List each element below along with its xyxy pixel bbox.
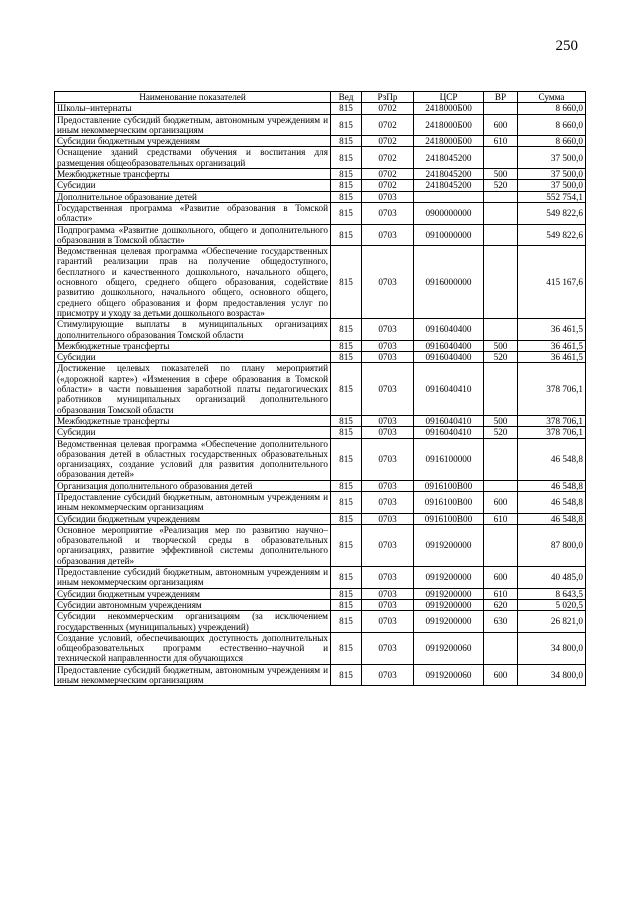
table-row xyxy=(55,202,586,224)
cell-name: Дополнительное образование детей xyxy=(55,191,331,202)
cell-csr: 0919200060 xyxy=(414,632,484,664)
cell-csr: 0910000000 xyxy=(414,224,484,246)
cell-name: Субсидии некоммерческим организациям (за исключением государственных (муниципальных) учреждений) xyxy=(55,611,331,633)
cell-rzpr: 0703 xyxy=(362,224,414,246)
budget-table xyxy=(54,91,586,686)
table-row xyxy=(55,224,586,246)
cell-ved: 815 xyxy=(331,319,362,341)
table-row xyxy=(55,169,586,180)
cell-rzpr: 0703 xyxy=(362,513,414,524)
cell-rzpr: 0703 xyxy=(362,491,414,513)
header-vr: ВР xyxy=(484,92,518,103)
cell-ved: 815 xyxy=(331,480,362,491)
cell-vr xyxy=(484,632,518,664)
cell-sum: 378 706,1 xyxy=(518,415,586,426)
cell-name: Межбюджетные трансферты xyxy=(55,340,331,351)
cell-csr: 2418045200 xyxy=(414,180,484,191)
cell-csr: 0916040410 xyxy=(414,415,484,426)
cell-rzpr: 0703 xyxy=(362,363,414,415)
table-row xyxy=(55,491,586,513)
cell-csr: 0916040400 xyxy=(414,352,484,363)
cell-vr xyxy=(484,524,518,566)
cell-ved: 815 xyxy=(331,136,362,147)
cell-ved: 815 xyxy=(331,427,362,438)
cell-ved: 815 xyxy=(331,438,362,480)
cell-sum: 8 660,0 xyxy=(518,103,586,114)
table-row xyxy=(55,191,586,202)
table-row xyxy=(55,588,586,599)
cell-rzpr: 0703 xyxy=(362,611,414,633)
table-row xyxy=(55,427,586,438)
cell-sum: 5 020,5 xyxy=(518,599,586,610)
cell-ved: 815 xyxy=(331,363,362,415)
cell-vr: 600 xyxy=(484,567,518,589)
cell-name: Организация дополнительного образования детей xyxy=(55,480,331,491)
cell-vr: 600 xyxy=(484,114,518,136)
cell-rzpr: 0702 xyxy=(362,180,414,191)
cell-vr xyxy=(484,480,518,491)
cell-vr: 630 xyxy=(484,611,518,633)
cell-vr xyxy=(484,224,518,246)
cell-rzpr: 0703 xyxy=(362,588,414,599)
cell-csr: 0919200000 xyxy=(414,588,484,599)
header-name: Наименование показателей xyxy=(55,92,331,103)
cell-rzpr: 0702 xyxy=(362,114,414,136)
cell-rzpr: 0703 xyxy=(362,319,414,341)
cell-vr: 500 xyxy=(484,340,518,351)
cell-name: Ведомственная целевая программа «Обеспечение дополнительного образования детей в областных государственных образовательных организациях, создание условий для развития дополнительного образования детей» xyxy=(55,438,331,480)
cell-vr: 620 xyxy=(484,599,518,610)
cell-vr xyxy=(484,202,518,224)
table-row xyxy=(55,246,586,319)
cell-csr: 0919200000 xyxy=(414,567,484,589)
cell-csr: 0916100000 xyxy=(414,438,484,480)
cell-rzpr: 0702 xyxy=(362,147,414,169)
cell-csr: 0916000000 xyxy=(414,246,484,319)
cell-sum: 46 548,8 xyxy=(518,480,586,491)
cell-rzpr: 0703 xyxy=(362,202,414,224)
cell-vr: 600 xyxy=(484,491,518,513)
table-row xyxy=(55,524,586,566)
cell-sum: 378 706,1 xyxy=(518,363,586,415)
cell-name: Субсидии бюджетным учреждениям xyxy=(55,136,331,147)
table-row xyxy=(55,480,586,491)
cell-csr: 0919200000 xyxy=(414,524,484,566)
cell-vr: 520 xyxy=(484,180,518,191)
cell-name: Создание условий, обеспечивающих доступность дополнительных общеобразовательных программ естественно–научной и технической направленности для обучающихся xyxy=(55,632,331,664)
cell-name: Субсидии бюджетным учреждениям xyxy=(55,588,331,599)
cell-csr: 0916100В00 xyxy=(414,480,484,491)
cell-ved: 815 xyxy=(331,246,362,319)
cell-name: Предоставление субсидий бюджетным, автономным учреждениям и иным некоммерческим организациям xyxy=(55,114,331,136)
cell-sum: 415 167,6 xyxy=(518,246,586,319)
cell-vr xyxy=(484,363,518,415)
page-number: 250 xyxy=(555,38,578,54)
cell-vr xyxy=(484,147,518,169)
cell-sum: 34 800,0 xyxy=(518,632,586,664)
cell-ved: 815 xyxy=(331,180,362,191)
table-row xyxy=(55,136,586,147)
cell-name: Достижение целевых показателей по плану мероприятий («дорожной карте») «Изменения в сфере образования в Томской области» в части повышения заработной платы педагогических работников муниципальных организаций дополнительного образования Томской области xyxy=(55,363,331,415)
cell-ved: 815 xyxy=(331,224,362,246)
table-row xyxy=(55,319,586,341)
header-ved: Вед xyxy=(331,92,362,103)
cell-name: Межбюджетные трансферты xyxy=(55,415,331,426)
cell-sum: 378 706,1 xyxy=(518,427,586,438)
cell-csr: 0916040400 xyxy=(414,340,484,351)
cell-sum: 549 822,6 xyxy=(518,202,586,224)
cell-sum: 46 548,8 xyxy=(518,513,586,524)
table-row xyxy=(55,632,586,664)
cell-sum: 40 485,0 xyxy=(518,567,586,589)
cell-sum: 34 800,0 xyxy=(518,664,586,686)
cell-csr: 0919200000 xyxy=(414,599,484,610)
cell-sum: 36 461,5 xyxy=(518,319,586,341)
cell-vr: 500 xyxy=(484,415,518,426)
cell-name: Подпрограмма «Развитие дошкольного, общего и дополнительного образования в Томской области» xyxy=(55,224,331,246)
cell-vr: 610 xyxy=(484,136,518,147)
table-row xyxy=(55,352,586,363)
cell-csr: 2418000Б00 xyxy=(414,103,484,114)
cell-rzpr: 0703 xyxy=(362,427,414,438)
cell-rzpr: 0702 xyxy=(362,169,414,180)
cell-name: Стимулирующие выплаты в муниципальных организациях дополнительного образования Томской области xyxy=(55,319,331,341)
table-row xyxy=(55,114,586,136)
table-row xyxy=(55,180,586,191)
cell-rzpr: 0703 xyxy=(362,664,414,686)
table-row xyxy=(55,415,586,426)
table-header-row xyxy=(55,92,586,103)
cell-csr: 0900000000 xyxy=(414,202,484,224)
cell-name: Оснащение зданий средствами обучения и воспитания для размещения общеобразовательных организаций xyxy=(55,147,331,169)
cell-ved: 815 xyxy=(331,632,362,664)
cell-name: Субсидии xyxy=(55,427,331,438)
cell-sum: 8 660,0 xyxy=(518,136,586,147)
cell-vr: 500 xyxy=(484,169,518,180)
cell-sum: 552 754,1 xyxy=(518,191,586,202)
cell-csr: 2418000Б00 xyxy=(414,136,484,147)
cell-ved: 815 xyxy=(331,567,362,589)
cell-csr: 0919200000 xyxy=(414,611,484,633)
cell-sum: 46 548,8 xyxy=(518,438,586,480)
cell-csr: 0919200060 xyxy=(414,664,484,686)
cell-csr: 0916040410 xyxy=(414,363,484,415)
header-rzpr: РзПр xyxy=(362,92,414,103)
cell-csr: 2418045200 xyxy=(414,147,484,169)
cell-vr: 520 xyxy=(484,427,518,438)
cell-name: Предоставление субсидий бюджетным, автономным учреждениям и иным некоммерческим организациям xyxy=(55,491,331,513)
cell-ved: 815 xyxy=(331,147,362,169)
cell-rzpr: 0703 xyxy=(362,567,414,589)
cell-ved: 815 xyxy=(331,599,362,610)
cell-csr: 2418000Б00 xyxy=(414,114,484,136)
cell-sum: 549 822,6 xyxy=(518,224,586,246)
cell-vr: 600 xyxy=(484,664,518,686)
cell-ved: 815 xyxy=(331,340,362,351)
cell-sum: 37 500,0 xyxy=(518,180,586,191)
table-row xyxy=(55,103,586,114)
cell-rzpr: 0703 xyxy=(362,632,414,664)
cell-ved: 815 xyxy=(331,202,362,224)
cell-sum: 36 461,5 xyxy=(518,352,586,363)
cell-csr: 0916040400 xyxy=(414,319,484,341)
cell-name: Школы–интернаты xyxy=(55,103,331,114)
cell-ved: 815 xyxy=(331,491,362,513)
cell-name: Государственная программа «Развитие образования в Томской области» xyxy=(55,202,331,224)
cell-name: Субсидии автономным учреждениям xyxy=(55,599,331,610)
cell-name: Предоставление субсидий бюджетным, автономным учреждениям и иным некоммерческим организациям xyxy=(55,664,331,686)
cell-vr: 610 xyxy=(484,513,518,524)
cell-vr: 610 xyxy=(484,588,518,599)
cell-name: Межбюджетные трансферты xyxy=(55,169,331,180)
cell-ved: 815 xyxy=(331,611,362,633)
table-row xyxy=(55,567,586,589)
cell-csr xyxy=(414,191,484,202)
cell-ved: 815 xyxy=(331,513,362,524)
header-csr: ЦСР xyxy=(414,92,484,103)
cell-rzpr: 0703 xyxy=(362,524,414,566)
table-row xyxy=(55,147,586,169)
cell-name: Основное мероприятие «Реализация мер по развитию научно–образовательной и творческой среды в образовательных организациях, развитие эффективной системы дополнительного образования детей» xyxy=(55,524,331,566)
cell-rzpr: 0703 xyxy=(362,480,414,491)
table-row xyxy=(55,438,586,480)
cell-rzpr: 0703 xyxy=(362,599,414,610)
cell-csr: 2418045200 xyxy=(414,169,484,180)
cell-ved: 815 xyxy=(331,114,362,136)
cell-sum: 46 548,8 xyxy=(518,491,586,513)
cell-name: Ведомственная целевая программа «Обеспечение государственных гарантий реализации прав на получение общедоступного, бесплатного и качественного дошкольного, начального общего, основного общего, среднего общего образования, содействие развитию дошкольного, начального общего, основного общего, среднего общего образования и форм предоставления услуг по присмотру и уходу за детьми дошкольного возраста» xyxy=(55,246,331,319)
table-row xyxy=(55,340,586,351)
cell-sum: 37 500,0 xyxy=(518,147,586,169)
cell-name: Субсидии xyxy=(55,352,331,363)
cell-sum: 36 461,5 xyxy=(518,340,586,351)
cell-ved: 815 xyxy=(331,169,362,180)
cell-rzpr: 0703 xyxy=(362,340,414,351)
cell-name: Предоставление субсидий бюджетным, автономным учреждениям и иным некоммерческим организациям xyxy=(55,567,331,589)
cell-ved: 815 xyxy=(331,415,362,426)
cell-ved: 815 xyxy=(331,103,362,114)
cell-csr: 0916040410 xyxy=(414,427,484,438)
cell-rzpr: 0702 xyxy=(362,136,414,147)
table-row xyxy=(55,513,586,524)
header-sum: Сумма xyxy=(518,92,586,103)
cell-vr xyxy=(484,103,518,114)
cell-name: Субсидии xyxy=(55,180,331,191)
cell-sum: 37 500,0 xyxy=(518,169,586,180)
cell-ved: 815 xyxy=(331,664,362,686)
cell-csr: 0916100В00 xyxy=(414,491,484,513)
cell-csr: 0916100В00 xyxy=(414,513,484,524)
cell-sum: 26 821,0 xyxy=(518,611,586,633)
cell-sum: 8 643,5 xyxy=(518,588,586,599)
cell-sum: 87 800,0 xyxy=(518,524,586,566)
cell-rzpr: 0703 xyxy=(362,246,414,319)
cell-vr xyxy=(484,246,518,319)
cell-rzpr: 0703 xyxy=(362,352,414,363)
table-row xyxy=(55,599,586,610)
cell-sum: 8 660,0 xyxy=(518,114,586,136)
table-row xyxy=(55,611,586,633)
cell-rzpr: 0703 xyxy=(362,438,414,480)
table-row xyxy=(55,363,586,415)
cell-vr: 520 xyxy=(484,352,518,363)
cell-ved: 815 xyxy=(331,352,362,363)
cell-rzpr: 0703 xyxy=(362,191,414,202)
cell-ved: 815 xyxy=(331,588,362,599)
cell-vr xyxy=(484,191,518,202)
cell-vr xyxy=(484,438,518,480)
cell-name: Субсидии бюджетным учреждениям xyxy=(55,513,331,524)
cell-ved: 815 xyxy=(331,191,362,202)
cell-rzpr: 0702 xyxy=(362,103,414,114)
cell-ved: 815 xyxy=(331,524,362,566)
cell-rzpr: 0703 xyxy=(362,415,414,426)
cell-vr xyxy=(484,319,518,341)
table-row xyxy=(55,664,586,686)
